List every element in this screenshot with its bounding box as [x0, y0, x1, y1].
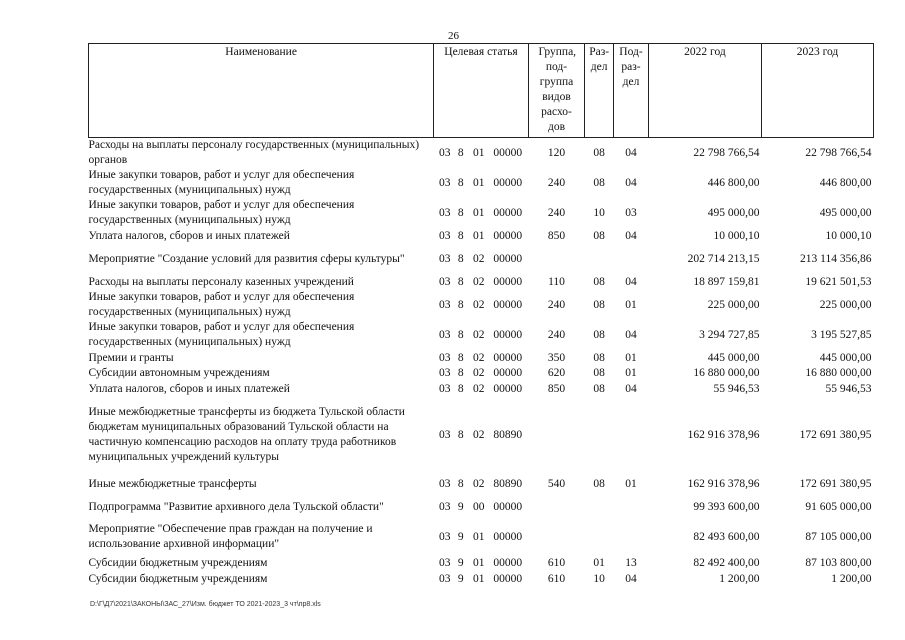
row-amount-2022: 82 493 600,00: [693, 530, 760, 543]
row-section: 08: [593, 176, 605, 189]
code-program: 03: [438, 556, 451, 569]
row-subsection: 01: [625, 298, 637, 311]
code-program: 03: [438, 275, 451, 288]
table-row: [89, 274, 874, 290]
row-amount-2022: 162 916 378,96: [687, 477, 760, 490]
code-program: 03: [438, 500, 451, 513]
row-subsection: 04: [625, 328, 637, 341]
code-direction: 00000: [493, 146, 523, 159]
row-subsection: 13: [625, 556, 637, 569]
row-amount-2023: 213 114 356,86: [800, 252, 872, 265]
row-target-code: [434, 473, 529, 495]
row-target-code: [434, 571, 529, 587]
code-event: 02: [472, 351, 485, 364]
row-section: [585, 519, 614, 555]
row-name: Иные закупки товаров, работ и услуг для обеспечения государственных (муниципальных) нужд: [88, 321, 355, 348]
table-row: [89, 366, 874, 381]
row-section: 08: [593, 382, 605, 395]
header-group: [528, 44, 585, 138]
row-group: 350: [547, 351, 566, 364]
row-group: 610: [547, 572, 566, 585]
code-subprogram: 9: [457, 572, 464, 585]
row-section: 08: [593, 146, 605, 159]
row-section: 08: [593, 367, 605, 379]
code-subprogram: 8: [457, 477, 464, 490]
code-subprogram: 8: [457, 252, 464, 265]
header-2023: 2023 год: [761, 44, 873, 138]
row-amount-2023: 445 000,00: [819, 351, 872, 364]
code-event: 02: [472, 428, 485, 441]
code-program: 03: [438, 572, 451, 585]
code-subprogram: 9: [457, 500, 464, 513]
code-program: 03: [438, 351, 451, 364]
row-amount-2022: 1 200,00: [719, 572, 760, 585]
row-section: 08: [593, 328, 605, 341]
code-subprogram: 9: [457, 556, 464, 569]
row-amount-2023: 3 195 527,85: [811, 328, 872, 341]
row-section: 08: [593, 229, 605, 242]
row-amount-2022: 3 294 727,85: [699, 328, 760, 341]
row-amount-2022: 162 916 378,96: [687, 428, 760, 441]
row-name: Иные закупки товаров, работ и услуг для обеспечения государственных (муниципальных) нужд: [88, 291, 355, 318]
table-row: [89, 168, 874, 198]
row-section: 08: [593, 275, 605, 288]
table-row: [89, 228, 874, 244]
code-event: 01: [472, 146, 485, 159]
header-2022: 2022 год: [648, 44, 761, 138]
row-subsection: 04: [625, 572, 637, 585]
row-section: [585, 397, 614, 473]
row-target-code: [434, 168, 529, 198]
code-program: 03: [438, 146, 451, 159]
code-event: 01: [472, 556, 485, 569]
row-section: 01: [593, 556, 605, 569]
row-group: 110: [548, 275, 565, 288]
code-event: 01: [472, 206, 485, 219]
row-amount-2023: 495 000,00: [819, 206, 872, 219]
table-row: [89, 473, 874, 495]
row-amount-2022: 18 897 159,81: [693, 275, 760, 288]
code-subprogram: 8: [457, 229, 464, 242]
row-amount-2022: 446 800,00: [707, 176, 760, 189]
row-group: [528, 495, 585, 519]
row-target-code: [434, 366, 529, 381]
code-subprogram: 8: [457, 328, 464, 341]
row-target-code: [434, 397, 529, 473]
table-row: [89, 244, 874, 274]
row-target-code: [434, 244, 529, 274]
row-group: [528, 244, 585, 274]
row-section: 10: [593, 572, 605, 585]
row-name: Мероприятие "Обеспечение прав граждан на получение и использование архивной информации": [88, 523, 373, 550]
code-program: 03: [438, 382, 451, 395]
row-amount-2023: 10 000,10: [825, 229, 872, 242]
code-subprogram: 8: [457, 382, 464, 395]
table-row: [89, 495, 874, 519]
code-program: 03: [438, 229, 451, 242]
row-subsection: 04: [625, 146, 637, 159]
row-target-code: [434, 228, 529, 244]
row-name: Расходы на выплаты персоналу казенных учреждений: [88, 275, 354, 288]
code-program: 03: [438, 428, 451, 441]
code-direction: 00000: [493, 382, 523, 395]
code-subprogram: 8: [457, 351, 464, 364]
row-subsection: 01: [625, 477, 637, 490]
code-direction: 80890: [493, 477, 523, 490]
code-direction: 00000: [493, 500, 523, 513]
table-row: [89, 350, 874, 366]
code-direction: 00000: [493, 176, 523, 189]
code-direction: 00000: [493, 275, 523, 288]
row-amount-2023: 225 000,00: [819, 298, 872, 311]
row-target-code: [434, 274, 529, 290]
code-direction: 00000: [493, 367, 523, 379]
code-direction: 00000: [493, 556, 523, 569]
table-header-row: [89, 44, 874, 138]
row-amount-2023: 87 103 800,00: [805, 556, 872, 569]
header-subsection: Под- раз- дел: [614, 44, 649, 138]
code-direction: 00000: [493, 572, 523, 585]
table-row: [89, 381, 874, 397]
row-group: 240: [547, 206, 566, 219]
row-amount-2023: 16 880 000,00: [805, 367, 872, 379]
row-amount-2023: 1 200,00: [831, 572, 872, 585]
row-target-code: [434, 320, 529, 350]
row-name: Иные закупки товаров, работ и услуг для обеспечения государственных (муниципальных) нужд: [88, 169, 355, 196]
row-subsection: [614, 495, 649, 519]
row-group: 240: [547, 298, 566, 311]
table-row: [89, 290, 874, 320]
row-subsection: 01: [625, 351, 637, 364]
row-target-code: [434, 555, 529, 571]
code-direction: 00000: [493, 252, 523, 265]
row-group: 540: [547, 477, 566, 490]
row-name: Подпрограмма "Развитие архивного дела Тульской области": [88, 500, 384, 513]
row-section: 08: [593, 477, 605, 490]
row-subsection: 04: [625, 275, 637, 288]
code-event: 01: [472, 530, 485, 543]
row-group: 240: [547, 176, 566, 189]
row-name: Мероприятие "Создание условий для развития сферы культуры": [88, 252, 405, 265]
table-row: [89, 571, 874, 587]
header-group-label: Группа, под- группа видов расхо- дов: [538, 46, 577, 133]
row-name: Субсидии автономным учреждениям: [88, 367, 270, 379]
row-group: 620: [547, 367, 566, 379]
budget-table-wrapper: [88, 43, 874, 587]
row-name: Иные закупки товаров, работ и услуг для обеспечения государственных (муниципальных) нужд: [88, 199, 355, 226]
row-amount-2023: 172 691 380,95: [799, 477, 872, 490]
code-direction: 00000: [493, 328, 523, 341]
row-group: 120: [547, 146, 566, 159]
row-amount-2022: 225 000,00: [707, 298, 760, 311]
row-name: Расходы на выплаты персоналу государственных (муниципальных) органов: [88, 139, 420, 166]
code-program: 03: [438, 252, 451, 265]
row-name: Уплата налогов, сборов и иных платежей: [88, 229, 290, 242]
table-row: [89, 555, 874, 571]
row-name: Уплата налогов, сборов и иных платежей: [88, 382, 290, 395]
row-amount-2022: 10 000,10: [713, 229, 760, 242]
row-amount-2022: 445 000,00: [707, 351, 760, 364]
code-direction: 00000: [493, 351, 523, 364]
code-direction: 00000: [493, 206, 523, 219]
header-target: Целевая статья: [434, 44, 529, 138]
row-subsection: [614, 519, 649, 555]
row-amount-2022: 82 492 400,00: [693, 556, 760, 569]
row-section: [585, 244, 614, 274]
row-amount-2022: 495 000,00: [707, 206, 760, 219]
row-subsection: 04: [625, 176, 637, 189]
row-subsection: 04: [625, 229, 637, 242]
code-program: 03: [438, 367, 451, 379]
row-group: [528, 397, 585, 473]
code-subprogram: 8: [457, 146, 464, 159]
code-subprogram: 8: [457, 298, 464, 311]
code-subprogram: 8: [457, 176, 464, 189]
row-subsection: 03: [625, 206, 637, 219]
row-amount-2022: 202 714 213,15: [687, 252, 760, 265]
code-event: 01: [472, 176, 485, 189]
code-event: 02: [472, 298, 485, 311]
table-body: [89, 138, 874, 588]
row-target-code: [434, 198, 529, 228]
table-row: [89, 138, 874, 169]
code-event: 01: [472, 572, 485, 585]
code-event: 02: [472, 367, 485, 379]
row-group: 240: [547, 328, 566, 341]
code-subprogram: 8: [457, 367, 464, 379]
code-event: 00: [472, 500, 485, 513]
row-amount-2022: 99 393 600,00: [693, 500, 760, 513]
code-program: 03: [438, 530, 451, 543]
header-section: Раз- дел: [585, 44, 614, 138]
table-row: [89, 320, 874, 350]
row-amount-2023: 19 621 501,53: [805, 275, 872, 288]
code-direction: 80890: [493, 428, 523, 441]
row-group: 610: [547, 556, 566, 569]
row-section: 08: [593, 351, 605, 364]
row-target-code: [434, 495, 529, 519]
row-target-code: [434, 381, 529, 397]
row-target-code: [434, 350, 529, 366]
code-subprogram: 8: [457, 275, 464, 288]
row-amount-2023: 172 691 380,95: [799, 428, 872, 441]
code-subprogram: 9: [457, 530, 464, 543]
code-event: 02: [472, 382, 485, 395]
row-amount-2022: 55 946,53: [713, 382, 760, 395]
code-event: 02: [472, 477, 485, 490]
code-program: 03: [438, 298, 451, 311]
row-amount-2023: 446 800,00: [819, 176, 872, 189]
code-program: 03: [438, 206, 451, 219]
footer-file-path: D:\Г\Д7\2021\ЗАКОНЫ\ЗАС_27\Изм. бюджет ТО 2021-2023_3 чт\пр8.xls: [90, 601, 321, 608]
table-row: [89, 198, 874, 228]
row-section: 08: [593, 298, 605, 311]
code-program: 03: [438, 477, 451, 490]
row-name: Субсидии бюджетным учреждениям: [88, 556, 268, 569]
row-section: [585, 495, 614, 519]
row-amount-2022: 16 880 000,00: [693, 367, 760, 379]
row-group: 850: [547, 382, 566, 395]
row-name: Иные межбюджетные трансферты: [88, 477, 257, 490]
table-row: [89, 519, 874, 555]
row-subsection: [614, 244, 649, 274]
row-section: 10: [593, 206, 605, 219]
code-event: 01: [472, 229, 485, 242]
row-amount-2023: 22 798 766,54: [805, 146, 872, 159]
header-name: Наименование: [89, 44, 434, 138]
row-name: Субсидии бюджетным учреждениям: [88, 572, 268, 585]
row-target-code: [434, 519, 529, 555]
code-event: 02: [472, 275, 485, 288]
row-amount-2023: 55 946,53: [825, 382, 872, 395]
row-target-code: [434, 290, 529, 320]
code-program: 03: [438, 176, 451, 189]
row-subsection: 04: [625, 382, 637, 395]
code-direction: 00000: [493, 298, 523, 311]
row-subsection: [614, 397, 649, 473]
row-name: Премии и гранты: [88, 351, 174, 364]
row-name: Иные межбюджетные трансферты из бюджета Тульской области бюджетам муниципальных образований Тульской области на частичную компенсацию расходов на оплату труда работников муниципальных учреждений культуры: [88, 406, 405, 463]
row-group: [528, 519, 585, 555]
row-amount-2022: 22 798 766,54: [693, 146, 760, 159]
code-subprogram: 8: [457, 428, 464, 441]
row-subsection: 01: [625, 367, 637, 379]
code-subprogram: 8: [457, 206, 464, 219]
code-direction: 00000: [493, 530, 523, 543]
code-event: 02: [472, 252, 485, 265]
page-number: 26: [448, 30, 459, 42]
table-row: [89, 397, 874, 473]
code-program: 03: [438, 328, 451, 341]
budget-table: [88, 43, 874, 587]
row-group: 850: [547, 229, 566, 242]
code-event: 02: [472, 328, 485, 341]
code-direction: 00000: [493, 229, 523, 242]
row-target-code: [434, 138, 529, 169]
row-amount-2023: 87 105 000,00: [805, 530, 872, 543]
row-amount-2023: 91 605 000,00: [805, 500, 872, 513]
